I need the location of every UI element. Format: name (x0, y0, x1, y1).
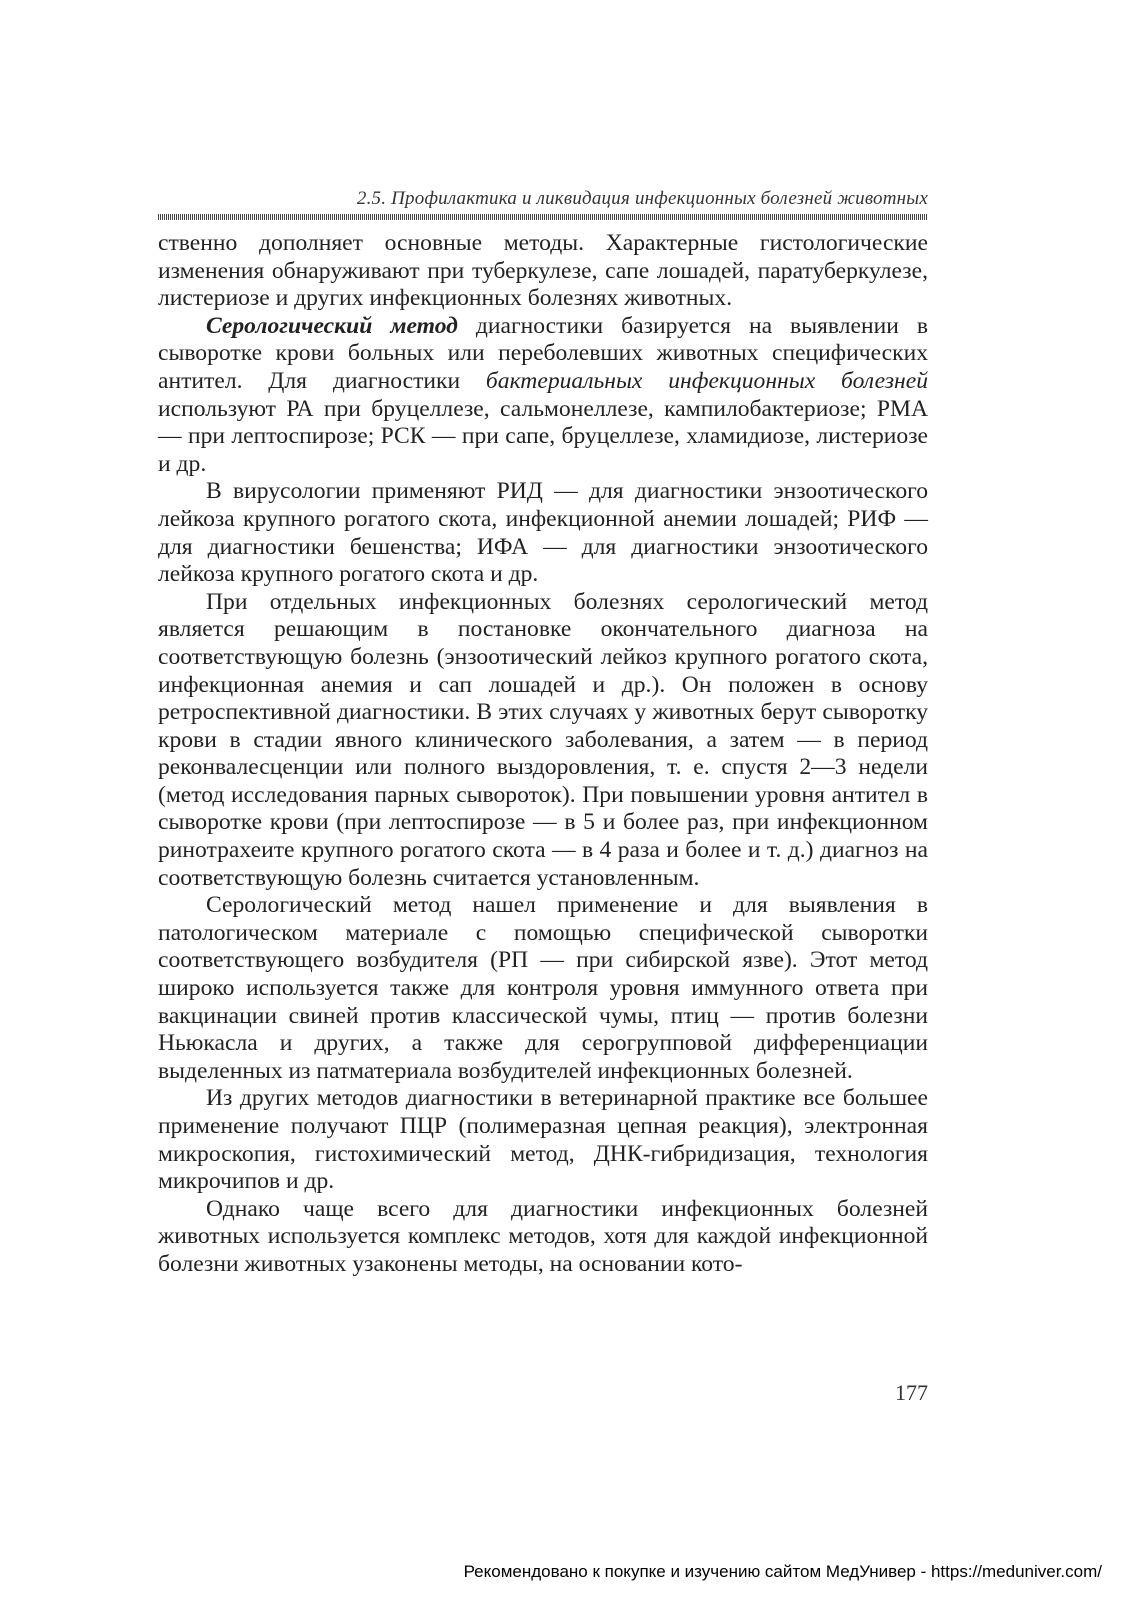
term-serological-method: Серологический метод (206, 312, 458, 339)
paragraph-complex-methods: Однако чаще всего для диагностики инфекционных болезней животных используется комплекс методов, хотя для каждой инфекционной болезни животных узаконены методы, на основании кото- (158, 1195, 928, 1277)
italic-bacterial-diseases: бактериальных инфекционных болезней (485, 367, 928, 394)
footer-recommendation-note: Рекомендовано к покупке и изучению сайтом МедУнивер - https://meduniver.com/ (463, 1562, 1102, 1581)
running-head-title: 2.5. Профилактика и ликвидация инфекционных болезней животных (356, 188, 928, 209)
page-number: 177 (895, 1380, 928, 1405)
paragraph-retrospective-diagnostics: При отдельных инфекционных болезнях серологический метод является решающим в постановке окончательного диагноза на соответствующую болезнь (энзоотический лейкоз крупного рогатого скота, инфекционная анемия и сап лошадей и др.). Он положен в основу ретроспективной диагностики. В этих случаях у животных берут сыворотку крови в стадии явного клинического заболевания, а затем — в период реконвалесценции или полного выздоровления, т. е. спустя 2—3 недели (метод исследования парных сывороток). При повышении уровня антител в сыворотке крови (при лептоспирозе — в 5 и более раз, при инфекционном ринотрахеите крупного рогатого скота — в 4 раза и более и т. д.) диагноз на соответствующую болезнь считается установленным. (158, 588, 928, 891)
header-rule (158, 214, 928, 220)
body-text (158, 230, 928, 1279)
paragraph-pathological-material: Серологический метод нашел применение и для выявления в патологическом материале с помощью специфической сыворотки соответствующего возбудителя (РП — при сибирской язве). Этот метод широко используется также для контроля уровня иммунного ответа при вакцинации свиней против классической чумы, птиц — против болезни Ньюкасла и других, а также для серогрупповой дифференциации выделенных из патматериала возбудителей инфекционных болезней. (158, 892, 928, 1084)
paragraph-text: диагностики базируется на выявлении в сыворотке крови больных или переболевших животных специфических антител. Для диагностики (158, 312, 928, 394)
paragraph-serological-method (158, 313, 928, 479)
paragraph-virology: В вирусологии применяют РИД — для диагностики энзоотического лейкоза крупного рогатого скота, инфекционной анемии лошадей; РИФ — для диагностики бешенства; ИФА — для диагностики энзоотического лейкоза крупного рогатого скота и др. (158, 478, 928, 588)
paragraph-continuation: ственно дополняет основные методы. Характерные гистологические изменения обнаруживают при туберкулезе, сапе лошадей, паратуберкулезе, листериозе и других инфекционных болезнях животных. (158, 230, 928, 312)
paragraph-other-methods: Из других методов диагностики в ветеринарной практике все большее применение получают ПЦР (полимеразная цепная реакция), электронная микроскопия, гистохимический метод, ДНК-гибридизация, технология микрочипов и др. (158, 1085, 928, 1195)
paragraph-text: используют РА при бруцеллезе, сальмонеллезе, кампилобактериозе; РМА — при лептоспирозе; РСК — при сапе, бруцеллезе, хламидиозе, листериозе и др. (158, 395, 928, 477)
